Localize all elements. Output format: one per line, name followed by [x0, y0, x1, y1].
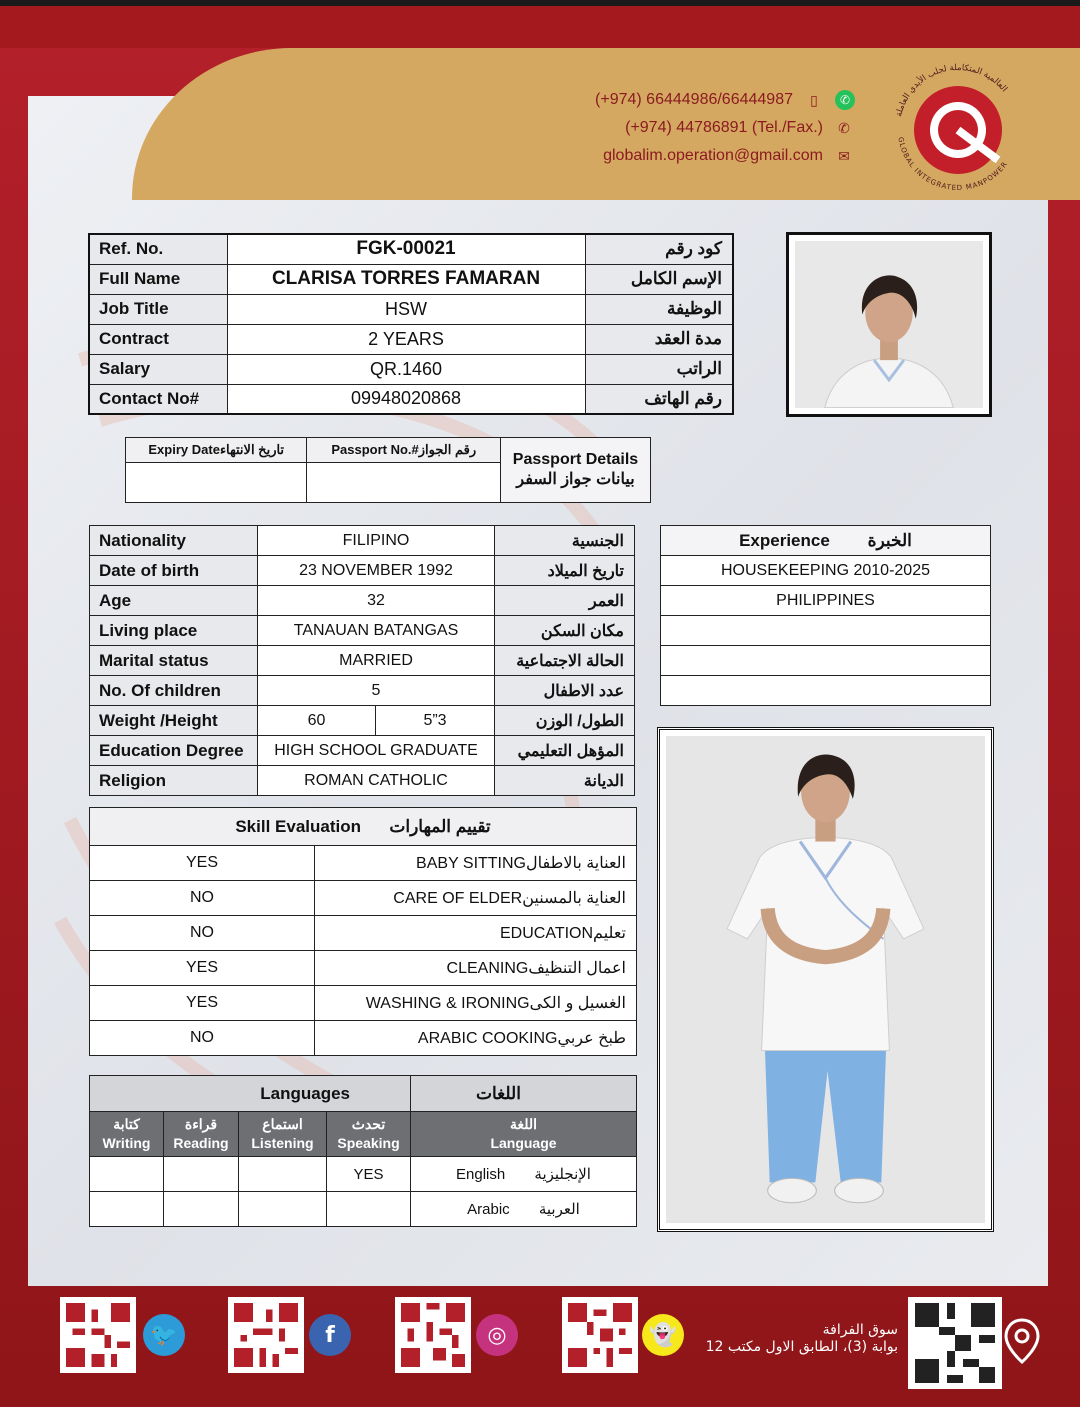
instagram-icon[interactable]: ◎ — [476, 1314, 518, 1356]
twitter-icon[interactable]: 🐦 — [143, 1314, 185, 1356]
english-reading — [164, 1157, 239, 1192]
snapchat-icon[interactable]: 👻 — [642, 1314, 684, 1356]
arabic-label-ar: العربية — [538, 1201, 580, 1218]
arabic-language — [411, 1192, 637, 1227]
address-line-1: سوق الفرافة — [822, 1322, 898, 1338]
arabic-reading — [164, 1192, 239, 1227]
experience-row — [661, 646, 991, 676]
contract-value: 2 YEARS — [227, 324, 585, 354]
living-label-ar: مكان السكن — [495, 616, 635, 646]
expiry-date-value — [126, 463, 307, 503]
logo-arabic-text: العالمية المتكاملة لجلب الأيدي العاملة — [894, 62, 1010, 118]
skill-value: NO — [90, 1021, 315, 1056]
facebook-icon[interactable]: f — [309, 1314, 351, 1356]
salary-label-ar: الراتب — [585, 354, 733, 384]
mobile-icon: ▯ — [810, 92, 818, 108]
salary-value: QR.1460 — [227, 354, 585, 384]
education-label-ar: المؤهل التعليمي — [495, 736, 635, 766]
marital-label-ar: الحالة الاجتماعية — [495, 646, 635, 676]
col-reading-ar: قراءة — [184, 1116, 218, 1132]
skill-evaluation-table — [89, 807, 637, 1056]
height-value: 5”3 — [376, 706, 495, 736]
living-label: Living place — [90, 616, 258, 646]
marital-value: MARRIED — [258, 646, 495, 676]
english-label-ar: الإنجليزية — [534, 1166, 591, 1183]
ref-value: FGK-00021 — [227, 234, 585, 264]
languages-table — [89, 1075, 637, 1227]
english-listening — [239, 1157, 327, 1192]
skill-label: CLEANINGاعمال التنظيف — [315, 951, 637, 986]
passport-number-label: Passport No.#رقم الجواز — [307, 438, 501, 463]
col-language — [411, 1112, 637, 1157]
col-writing-en: Writing — [102, 1135, 151, 1151]
children-value: 5 — [258, 676, 495, 706]
col-language-en: Language — [490, 1135, 557, 1151]
dob-value: 23 NOVEMBER 1992 — [258, 556, 495, 586]
header-red-band — [0, 0, 1080, 48]
arabic-listening — [239, 1192, 327, 1227]
full-body-photo — [657, 727, 994, 1232]
address-line-2: بوابة (3)، الطابق الاول مكتب 12 — [705, 1339, 898, 1355]
children-label: No. Of children — [90, 676, 258, 706]
language-row — [90, 1192, 637, 1227]
experience-title-en: Experience — [739, 530, 830, 550]
children-label-ar: عدد الاطفال — [495, 676, 635, 706]
living-value: TANAUAN BATANGAS — [258, 616, 495, 646]
portrait-figure — [795, 241, 983, 408]
location-pin-icon — [1004, 1318, 1040, 1364]
passport-details-title — [501, 438, 651, 503]
nationality-label-ar: الجنسية — [495, 526, 635, 556]
skill-value: NO — [90, 881, 315, 916]
full-body-figure — [666, 736, 985, 1223]
col-writing-ar: كتابة — [113, 1116, 140, 1132]
portrait-photo — [786, 232, 992, 417]
experience-row — [661, 616, 991, 646]
twitter-qr-code[interactable] — [60, 1297, 136, 1373]
passport-number-value — [307, 463, 501, 503]
weight-height-label: Weight /Height — [90, 706, 258, 736]
contact-block — [595, 86, 855, 170]
top-strip — [0, 0, 1080, 6]
education-label: Education Degree — [90, 736, 258, 766]
skill-title-en: Skill Evaluation — [235, 816, 361, 836]
col-speaking — [327, 1112, 411, 1157]
col-reading — [164, 1112, 239, 1157]
col-writing — [90, 1112, 164, 1157]
skill-label: ARABIC COOKINGطبخ عربي — [315, 1021, 637, 1056]
arabic-writing — [90, 1192, 164, 1227]
contact-label-ar: رقم الهاتف — [585, 384, 733, 414]
skill-label: EDUCATIONتعليم — [315, 916, 637, 951]
skill-label: BABY SITTINGالعناية بالاطفال — [315, 846, 637, 881]
skill-title-ar: تقييم المهارات — [389, 816, 491, 836]
religion-label-ar: الديانة — [495, 766, 635, 796]
dob-label: Date of birth — [90, 556, 258, 586]
col-speaking-en: Speaking — [337, 1135, 400, 1151]
snapchat-qr-code[interactable] — [562, 1297, 638, 1373]
fullname-label: Full Name — [89, 264, 227, 294]
email-text[interactable]: globalim.operation@gmail.com — [603, 147, 823, 164]
reference-table — [88, 233, 734, 415]
skill-header — [90, 808, 637, 846]
experience-title-ar: الخبرة — [867, 530, 912, 550]
personal-info-table — [89, 525, 635, 796]
arabic-label-en: Arabic — [467, 1201, 510, 1218]
education-value: HIGH SCHOOL GRADUATE — [258, 736, 495, 766]
col-listening-en: Listening — [251, 1135, 314, 1151]
ref-label-ar: كود رقم — [585, 234, 733, 264]
english-speaking: YES — [327, 1157, 411, 1192]
salary-label: Salary — [89, 354, 227, 384]
nationality-label: Nationality — [90, 526, 258, 556]
location-qr-code[interactable] — [908, 1297, 1002, 1389]
jobtitle-label: Job Title — [89, 294, 227, 324]
passport-title-ar: بيانات جواز السفر — [516, 471, 635, 488]
phone-icon: ✆ — [838, 120, 850, 136]
language-row — [90, 1157, 637, 1192]
contract-label-ar: مدة العقد — [585, 324, 733, 354]
languages-title-en: Languages — [90, 1076, 411, 1112]
religion-value: ROMAN CATHOLIC — [258, 766, 495, 796]
contact-value: 09948020868 — [227, 384, 585, 414]
age-value: 32 — [258, 586, 495, 616]
ref-label: Ref. No. — [89, 234, 227, 264]
col-language-ar: اللغة — [509, 1116, 538, 1132]
skill-label: WASHING & IRONINGالغسيل و الكى — [315, 986, 637, 1021]
arabic-speaking — [327, 1192, 411, 1227]
contact-label: Contact No# — [89, 384, 227, 414]
experience-row: HOUSEKEEPING 2010-2025 — [661, 556, 991, 586]
jobtitle-value: HSW — [227, 294, 585, 324]
passport-table — [125, 437, 651, 503]
fullname-value: CLARISA TORRES FAMARAN — [227, 264, 585, 294]
skill-label: CARE OF ELDERالعناية بالمسنين — [315, 881, 637, 916]
religion-label: Religion — [90, 766, 258, 796]
marital-label: Marital status — [90, 646, 258, 676]
english-writing — [90, 1157, 164, 1192]
facebook-qr-code[interactable] — [228, 1297, 304, 1373]
languages-title-ar: اللغات — [411, 1076, 637, 1112]
skill-value: YES — [90, 951, 315, 986]
whatsapp-icon: ✆ — [835, 90, 855, 110]
expiry-date-label: Expiry Dateتاريخ الانتهاء — [126, 438, 307, 463]
skill-value: YES — [90, 986, 315, 1021]
instagram-qr-code[interactable] — [395, 1297, 471, 1373]
passport-title-en: Passport Details — [512, 451, 639, 468]
address-block — [706, 1322, 898, 1356]
experience-row: PHILIPPINES — [661, 586, 991, 616]
skill-value: YES — [90, 846, 315, 881]
nationality-value: FILIPINO — [258, 526, 495, 556]
email-icon: ✉ — [838, 148, 850, 164]
experience-row — [661, 676, 991, 706]
fullname-label-ar: الإسم الكامل — [585, 264, 733, 294]
age-label-ar: العمر — [495, 586, 635, 616]
col-listening — [239, 1112, 327, 1157]
experience-table — [660, 525, 991, 706]
col-listening-ar: استماع — [262, 1116, 303, 1132]
company-logo — [888, 50, 1028, 200]
dob-label-ar: تاريخ الميلاد — [495, 556, 635, 586]
english-language — [411, 1157, 637, 1192]
age-label: Age — [90, 586, 258, 616]
jobtitle-label-ar: الوظيفة — [585, 294, 733, 324]
col-reading-en: Reading — [173, 1135, 229, 1151]
col-speaking-ar: تحدث — [351, 1116, 386, 1132]
skill-value: NO — [90, 916, 315, 951]
phone-tel-text: (+974) 44786891 (Tel./Fax.) — [625, 119, 823, 136]
phone-mobile-text: (+974) 66444986/66444987 — [595, 91, 793, 108]
contract-label: Contract — [89, 324, 227, 354]
weight-value: 60 — [258, 706, 376, 736]
english-label-en: English — [456, 1166, 506, 1183]
weight-height-label-ar: الطول/ الوزن — [495, 706, 635, 736]
logo-english-text: GLOBAL INTEGRATED MANPOWER — [896, 136, 1010, 193]
experience-header — [661, 526, 991, 556]
